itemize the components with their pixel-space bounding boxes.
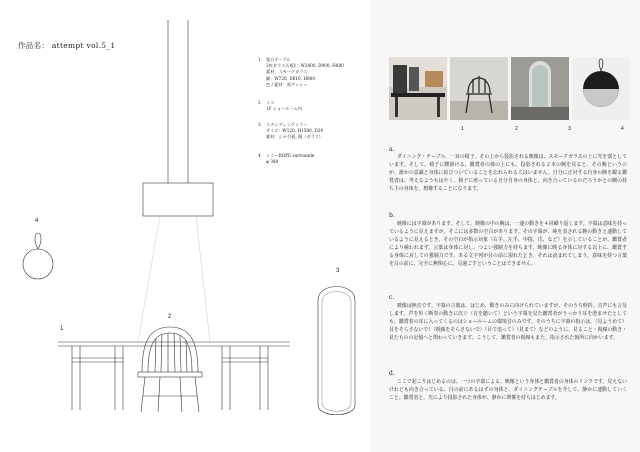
rope-mirror: [23, 249, 53, 279]
rope-loop: [35, 233, 41, 249]
standing-mirror-inner: [322, 292, 351, 412]
spec-1: 1 架台テーブル 2枚ガラス天板1：W2400, D900, H880 素材：スモークガラス 脚：W720, D610, H800 色 / 素材：黒アッシュ: [258, 57, 344, 87]
photo-rope-mirror: [572, 57, 630, 120]
projection-beam: [138, 216, 210, 342]
paragraph-c-label: c.: [389, 294, 395, 301]
table-leg-left: [72, 346, 123, 410]
photo-number-4: 4: [621, 126, 624, 132]
photo-number-3: 3: [568, 126, 571, 132]
drawing-label-1: 1: [60, 326, 64, 332]
table-leg-right: [222, 346, 268, 410]
spec-4: 4 ミラーROPE surrounde φ 380: [258, 153, 315, 165]
paragraph-b: 映像には字幕があります。そして、映像の中の腕は、一連の動きを４回繰り返します。字幕は意味を持っているように見えますが、そこには多数の空白があります。その字幕が、純を表される腕の動きと連動しているように見えるとき、その空白が指示対象（右手、左手、中指、爪、など）を示していることが、鑑賞者により補われます。言葉は身体に対し、つよい強制力を持ちます。映像に映る身体に対する以上に、鑑賞する身体に対しての強制力です。ある文字列が目の前に現れたとき、それは読まれてしまう。意味を持つ言葉を目の前に、完全に無関心に、見過ごすということはできません。: [389, 221, 627, 267]
work-title: 作品名： attempt vol.5_1: [18, 41, 116, 50]
drawing-label-2: 2: [168, 314, 172, 320]
photo-number-1: 1: [461, 126, 464, 132]
paragraph-c: 映像は無音です。字幕の言葉は、はじめ、動きのみに向けられていますが、そのうち時折、音声にも言及します。声を単く断奏の動きに次ぐ（音を聴いて）という字幕を見た鑑賞者がうっかり耳を澄ませたとしても、鑑賞者の耳に入ってくるのはショールームの環境音のみです。そのうちに字幕の指示は、（見ようめて）目をそらさないで）（視線をそらさないで）（目で追って）（見まて）などのように、見ること・視線の動き・見たものの記憶へと関わっていきます。こうして、鑑賞者の視線もまた、指示された箇所に向かいます。: [389, 303, 627, 341]
projector-box: [143, 183, 213, 216]
spec-2: 2 イス 1F ショールーム内: [258, 100, 303, 112]
spec-3: 3 スタンディングミラー サイズ：W120, H1580, D24 素材：シナ合板, 鏡（ガラス）: [258, 122, 324, 140]
photo-showroom-table: [389, 57, 447, 120]
photo-standing-mirror: [511, 57, 569, 120]
drawing-label-3: 3: [336, 268, 340, 274]
paragraph-a: ダイニング・テーブル、一対の椅子。その上から投影される映像は、スモークガラスの上に光を落としています。そして、椅子に腰掛ける、鑑賞者の体の上にも。投影される２本の腕を見ると、その腕というのが、誰かの意識と身体に結びついていることを忘れられる人はいません。自分に正対する自身の腕を観る鑑賞者は、考えるようもはやく、椅子に座っている自分自身の身体と、向き合っているのだろうかとの腕の持ち主の身体を、想像することになります。: [389, 154, 627, 192]
chair: [138, 327, 202, 412]
paragraph-b-label: b.: [389, 212, 395, 219]
drawing-label-4: 4: [35, 218, 39, 224]
photo-number-2: 2: [515, 126, 518, 132]
paragraph-d-label: d.: [389, 370, 395, 377]
paragraph-a-label: a.: [389, 146, 395, 153]
photo-windsor-chair: [450, 57, 508, 120]
standing-mirror: [318, 287, 355, 415]
paragraph-d: ここで起こりはじめるのは、一つの字幕による、映像という身体と鑑賞者の身体のリンクです。見えないけれども向き合っている、目の前にあるはずの身体と、ダイニングテーブルを介して、静かに連動していくこと。鑑賞者と、光により投影された身体が、静かに関係を持ちはじめます。: [389, 379, 627, 401]
